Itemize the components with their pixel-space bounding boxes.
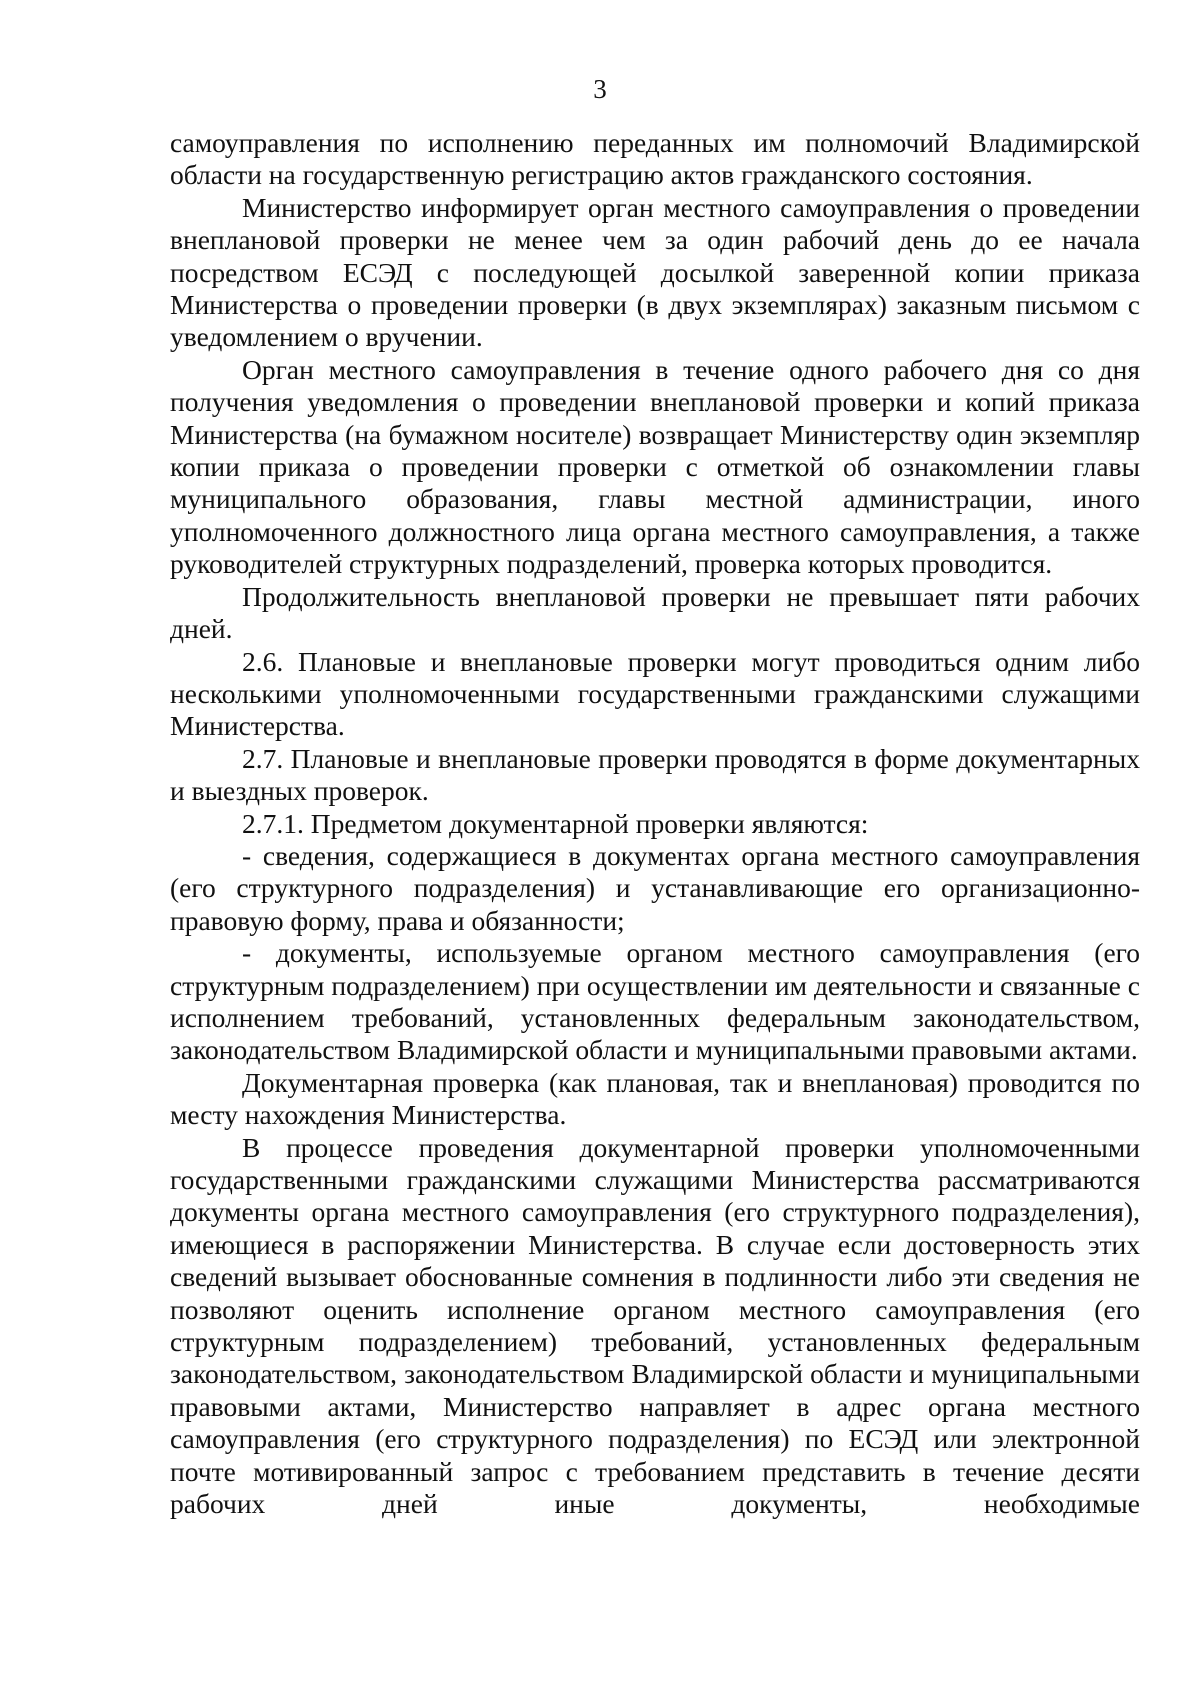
paragraph-2-7: 2.7. Плановые и внеплановые проверки проводятся в форме документарных и выездных проверок.	[170, 742, 1140, 807]
paragraph-documentary-location: Документарная проверка (как плановая, так и внеплановая) проводится по месту нахождения Министерства.	[170, 1066, 1140, 1131]
paragraph-list-item-info: - сведения, содержащиеся в документах органа местного самоуправления (его структурного подразделения) и устанавливающие его организационно-правовую форму, права и обязанности;	[170, 839, 1140, 936]
paragraph-ministry-informs: Министерство информирует орган местного самоуправления о проведении внеплановой проверки не менее чем за один рабочий день до ее начала посредством ЕСЭД с последующей досылкой заверенной копии приказа Министерства о проведении проверки (в двух экземплярах) заказным письмом с уведомлением о вручении.	[170, 191, 1140, 353]
paragraph-continuation: самоуправления по исполнению переданных им полномочий Владимирской области на государственную регистрацию актов гражданского состояния.	[170, 127, 1140, 191]
paragraph-list-item-documents: - документы, используемые органом местного самоуправления (его структурным подразделением) при осуществлении им деятельности и связанные с исполнением требований, установленных федеральным законодательством, законодательством Владимирской области и муниципальными правовыми актами.	[170, 937, 1140, 1066]
paragraph-2-6: 2.6. Плановые и внеплановые проверки могут проводиться одним либо несколькими уполномоченными государственными гражданскими служащими Министерства.	[170, 645, 1140, 742]
paragraph-duration: Продолжительность внеплановой проверки не превышает пяти рабочих дней.	[170, 580, 1140, 645]
page-number: 3	[593, 74, 607, 104]
paragraph-documentary-process: В процессе проведения документарной проверки уполномоченными государственными гражданскими служащими Министерства рассматриваются документы органа местного самоуправления (его структурного подразделения), имеющиеся в распоряжении Министерства. В случае если достоверность этих сведений вызывает обоснованные сомнения в подлинности либо эти сведения не позволяют оценить исполнение органом местного самоуправления (его структурным подразделением) требований, установленных федеральным законодательством, законодательством Владимирской области и муниципальными правовыми актами, Министерство направляет в адрес органа местного самоуправления (его структурного подразделения) по ЕСЭД или электронной почте мотивированный запрос с требованием представить в течение десяти рабочих дней иные документы, необходимые	[170, 1131, 1140, 1520]
paragraph-local-body-returns: Орган местного самоуправления в течение одного рабочего дня со дня получения уведомления о проведении внеплановой проверки и копий приказа Министерства (на бумажном носителе) возвращает Министерству один экземпляр копии приказа о проведении проверки с отметкой об ознакомлении главы муниципального образования, главы местной администрации, иного уполномоченного должностного лица органа местного самоуправления, а также руководителей структурных подразделений, проверка которых проводится.	[170, 353, 1140, 580]
document-body	[170, 127, 1140, 1520]
paragraph-2-7-1: 2.7.1. Предметом документарной проверки являются:	[242, 807, 869, 839]
